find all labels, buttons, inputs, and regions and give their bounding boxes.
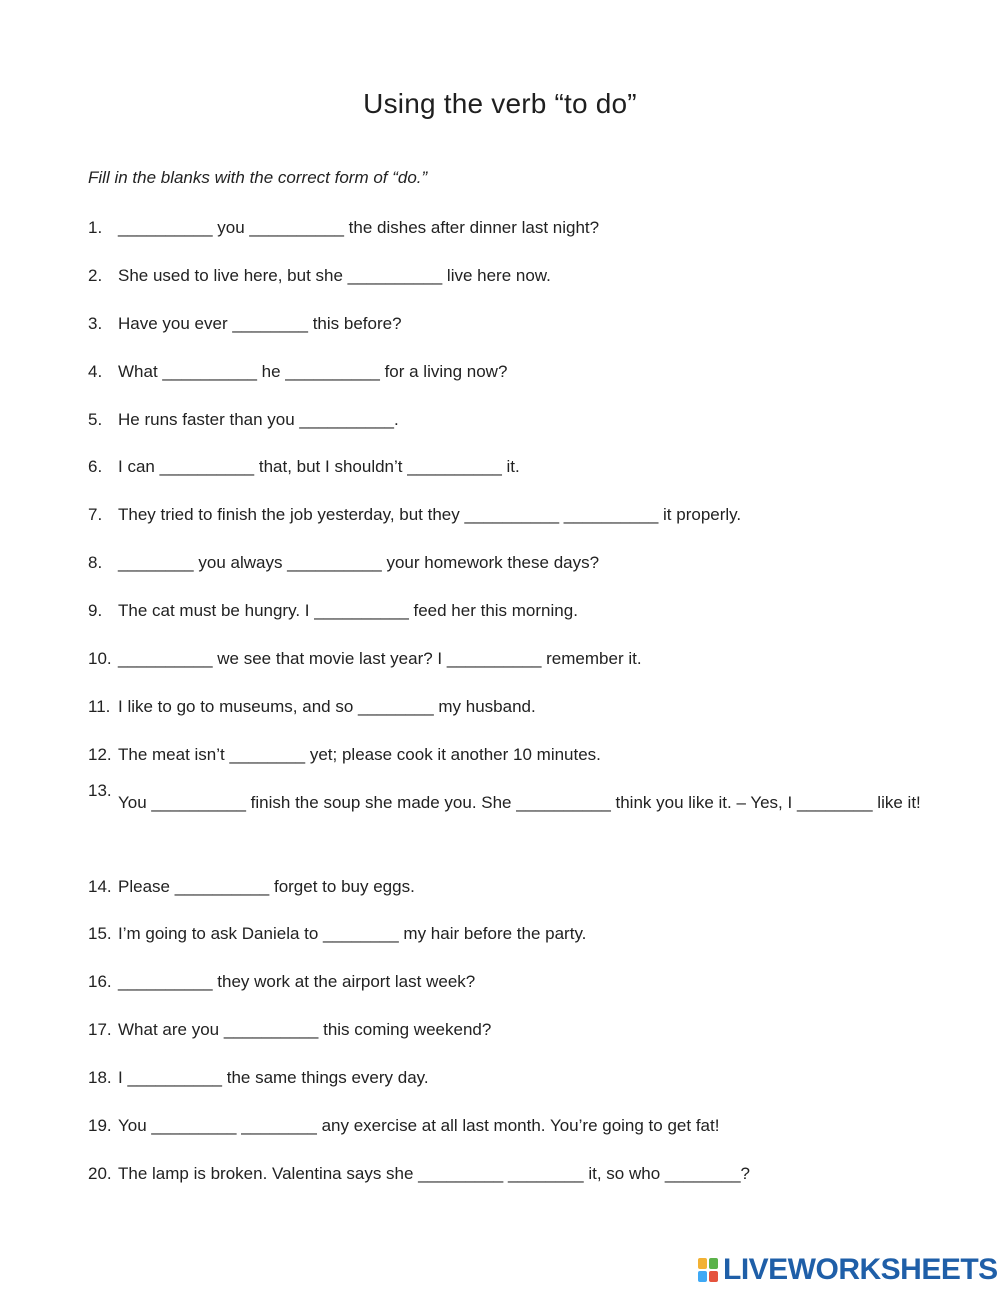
question-text: The lamp is broken. Valentina says she _________ ________ it, so who ________? xyxy=(118,1163,750,1183)
question-number: 14. xyxy=(88,876,112,896)
question-number: 5. xyxy=(88,409,103,429)
question-text: __________ we see that movie last year? I __________ remember it. xyxy=(118,649,642,669)
question-text: Please __________ forget to buy eggs. xyxy=(118,876,415,896)
question-item xyxy=(88,1066,928,1090)
question-item xyxy=(88,922,928,946)
question-text: I like to go to museums, and so ________ my husband. xyxy=(118,696,536,716)
question-number: 3. xyxy=(88,313,103,333)
question-number: 8. xyxy=(88,553,103,573)
question-item xyxy=(88,1114,928,1138)
question-item xyxy=(88,1162,928,1186)
question-item xyxy=(88,599,928,623)
question-number: 12. xyxy=(88,744,112,764)
question-item xyxy=(88,503,928,527)
question-text: I __________ the same things every day. xyxy=(118,1068,429,1088)
question-text: ________ you always __________ your homework these days? xyxy=(118,553,600,573)
logo-square-icon xyxy=(709,1258,718,1269)
question-text: What __________ he __________ for a living now? xyxy=(118,361,508,381)
logo-text: LIVEWORKSHEETS xyxy=(723,1253,998,1286)
logo-square-icon xyxy=(709,1271,718,1282)
question-number: 2. xyxy=(88,265,103,285)
question-item xyxy=(88,455,928,479)
question-text: She used to live here, but she __________ live here now. xyxy=(118,265,551,285)
question-text: Have you ever ________ this before? xyxy=(118,313,402,333)
question-number: 18. xyxy=(88,1068,112,1088)
question-item xyxy=(88,216,928,240)
logo-mark-icon xyxy=(697,1257,719,1283)
question-number: 6. xyxy=(88,457,103,477)
question-list xyxy=(88,216,928,1210)
question-text: You _________ ________ any exercise at all last month. You’re going to get fat! xyxy=(118,1116,720,1136)
question-text: __________ you __________ the dishes after dinner last night? xyxy=(118,218,600,237)
question-item xyxy=(88,970,928,994)
question-text: The cat must be hungry. I __________ feed her this morning. xyxy=(118,601,578,621)
question-number: 7. xyxy=(88,505,103,525)
question-item xyxy=(88,264,928,288)
question-number: 1. xyxy=(88,218,103,237)
question-text: He runs faster than you __________. xyxy=(118,409,399,429)
logo-square-icon xyxy=(698,1258,707,1269)
question-number: 16. xyxy=(88,972,112,992)
question-text: The meat isn’t ________ yet; please cook it another 10 minutes. xyxy=(118,744,601,764)
question-item xyxy=(88,1018,928,1042)
question-number: 15. xyxy=(88,924,112,944)
question-item xyxy=(88,312,928,336)
question-item xyxy=(88,779,928,851)
logo-square-icon xyxy=(698,1271,707,1282)
instructions: Fill in the blanks with the correct form of “do.” xyxy=(88,168,428,187)
question-number: 10. xyxy=(88,649,112,669)
question-text: You __________ finish the soup she made you. She __________ think you like it. – Yes, I ________ like it! xyxy=(118,792,921,812)
question-item xyxy=(88,647,928,671)
question-text: I’m going to ask Daniela to ________ my hair before the party. xyxy=(118,924,587,944)
question-item xyxy=(88,408,928,432)
page-title: Using the verb “to do” xyxy=(363,88,637,119)
question-item xyxy=(88,695,928,719)
question-number: 19. xyxy=(88,1116,112,1136)
question-item xyxy=(88,360,928,384)
question-item xyxy=(88,875,928,899)
question-text: What are you __________ this coming weekend? xyxy=(118,1020,492,1040)
question-number: 17. xyxy=(88,1020,112,1040)
question-text: They tried to finish the job yesterday, but they __________ __________ it properly. xyxy=(118,505,742,525)
question-text: __________ they work at the airport last week? xyxy=(118,972,476,992)
question-item xyxy=(88,551,928,575)
question-number: 20. xyxy=(88,1163,112,1183)
question-item xyxy=(88,743,928,767)
question-number: 13. xyxy=(88,780,112,800)
question-number: 9. xyxy=(88,601,103,621)
question-number: 11. xyxy=(88,696,111,716)
liveworksheets-logo xyxy=(697,1255,998,1285)
question-text: I can __________ that, but I shouldn’t __________ it. xyxy=(118,457,520,477)
question-number: 4. xyxy=(88,361,103,381)
